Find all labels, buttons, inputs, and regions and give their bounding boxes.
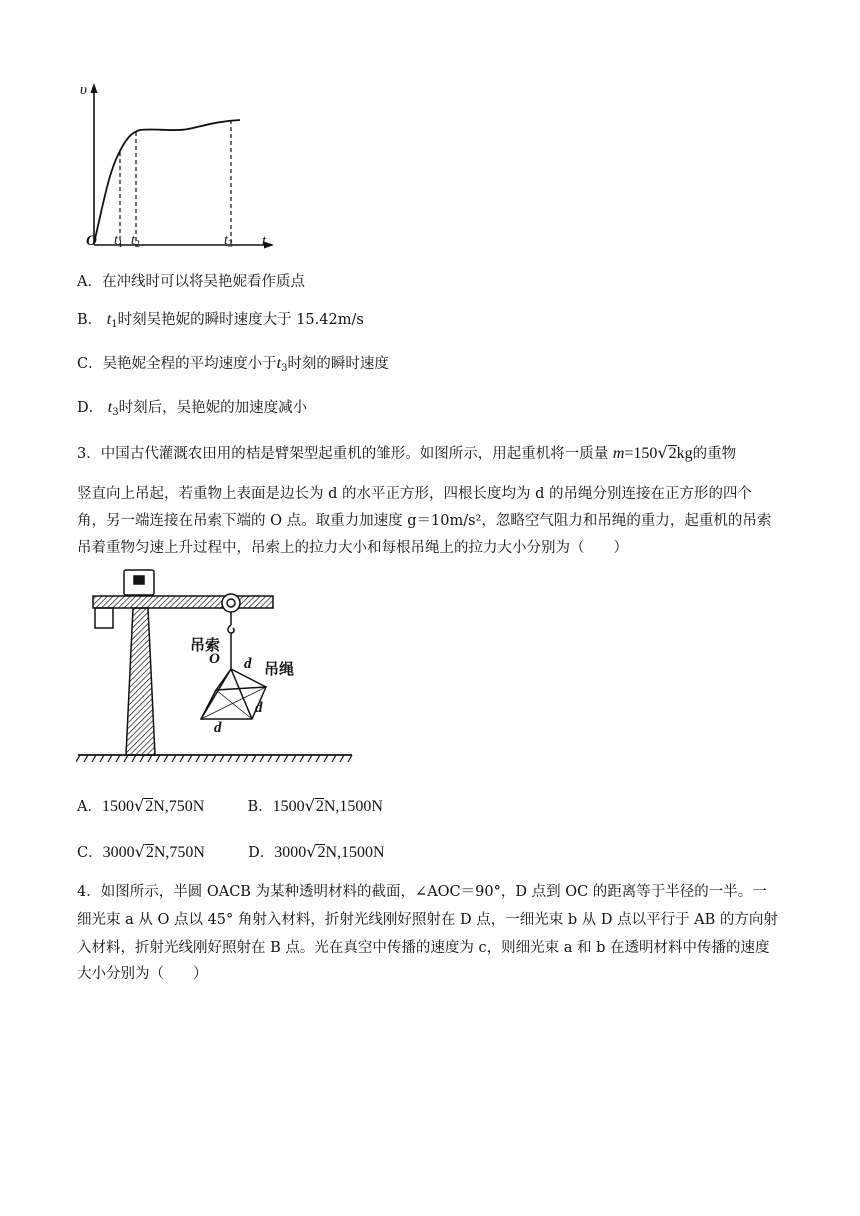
q3-option-d: D．3000√2N,1500N: [248, 842, 385, 861]
label-d-top: d: [244, 656, 252, 672]
q3-options-row-2: [77, 842, 385, 863]
q2-option-b: B． $t_1$时刻吴艳妮的瞬时速度大于 15.42m/s: [77, 311, 364, 330]
origin-label: O: [86, 233, 97, 249]
q4-line-3: 入材料，折射光线刚好照射在 B 点。光在真空中传播的速度为 c，则细光束 a 和 b 在透明材料中传播的速度: [77, 940, 770, 956]
q4-line-1: 4．如图所示，半圆 OACB 为某种透明材料的截面，∠AOC＝90°，D 点到 OC 的距离等于半径的一半。一: [77, 884, 767, 900]
t3-tick-label: $t_3$: [224, 233, 233, 250]
q4-line-4: 大小分别为（ ）: [77, 966, 208, 982]
q3-line-3: 角，另一端连接在吊索下端的 O 点。取重力加速度 g＝10m/s²，忽略空气阻力和吊绳的重力，起重机的吊索: [77, 513, 772, 529]
label-d-side: d: [255, 700, 263, 716]
q3-option-b: B．1500√2N,1500N: [247, 796, 383, 815]
label-diaosuo: 吊索: [190, 636, 221, 654]
q2-option-d: D． $t_3$时刻后，吴艳妮的加速度减小: [77, 399, 308, 418]
velocity-time-graph: [78, 80, 278, 255]
q2-option-a: A．在冲线时可以将吴艳妮看作质点: [77, 274, 305, 290]
label-diaosheng: 吊绳: [264, 660, 295, 678]
q3-line-4: 吊着重物匀速上升过程中，吊索上的拉力大小和每根吊绳上的拉力大小分别为（ ）: [77, 540, 628, 556]
t1-tick-label: $t_1$: [114, 233, 123, 250]
q3-line-2: 竖直向上吊起，若重物上表面是边长为 d 的水平正方形，四根长度均为 d 的吊绳分别连接在正方形的四个: [77, 486, 752, 502]
label-d-bottom: d: [214, 720, 222, 736]
q3-option-a: A．1500√2N,750N: [77, 796, 205, 815]
q4-line-2: 细光束 a 从 O 点以 45° 角射入材料，折射光线刚好照射在 D 点，一细光束 b 从 D 点以平行于 AB 的方向射: [77, 912, 778, 928]
q3-line-1: 3．中国古代灌溉农田用的桔是臂架型起重机的雏形。如图所示，用起重机将一质量 m=150√2kg的重物: [77, 443, 737, 462]
q2-option-c: C．吴艳妮全程的平均速度小于$t_3$时刻的瞬时速度: [77, 355, 389, 374]
q3-options-row-1: [77, 796, 383, 817]
v-axis-label: υ: [80, 82, 87, 98]
label-O: O: [209, 651, 220, 667]
t-axis-label: t: [262, 233, 267, 249]
t2-tick-label: $t_2$: [131, 233, 140, 250]
q3-option-c: C．3000√2N,750N: [77, 842, 205, 861]
